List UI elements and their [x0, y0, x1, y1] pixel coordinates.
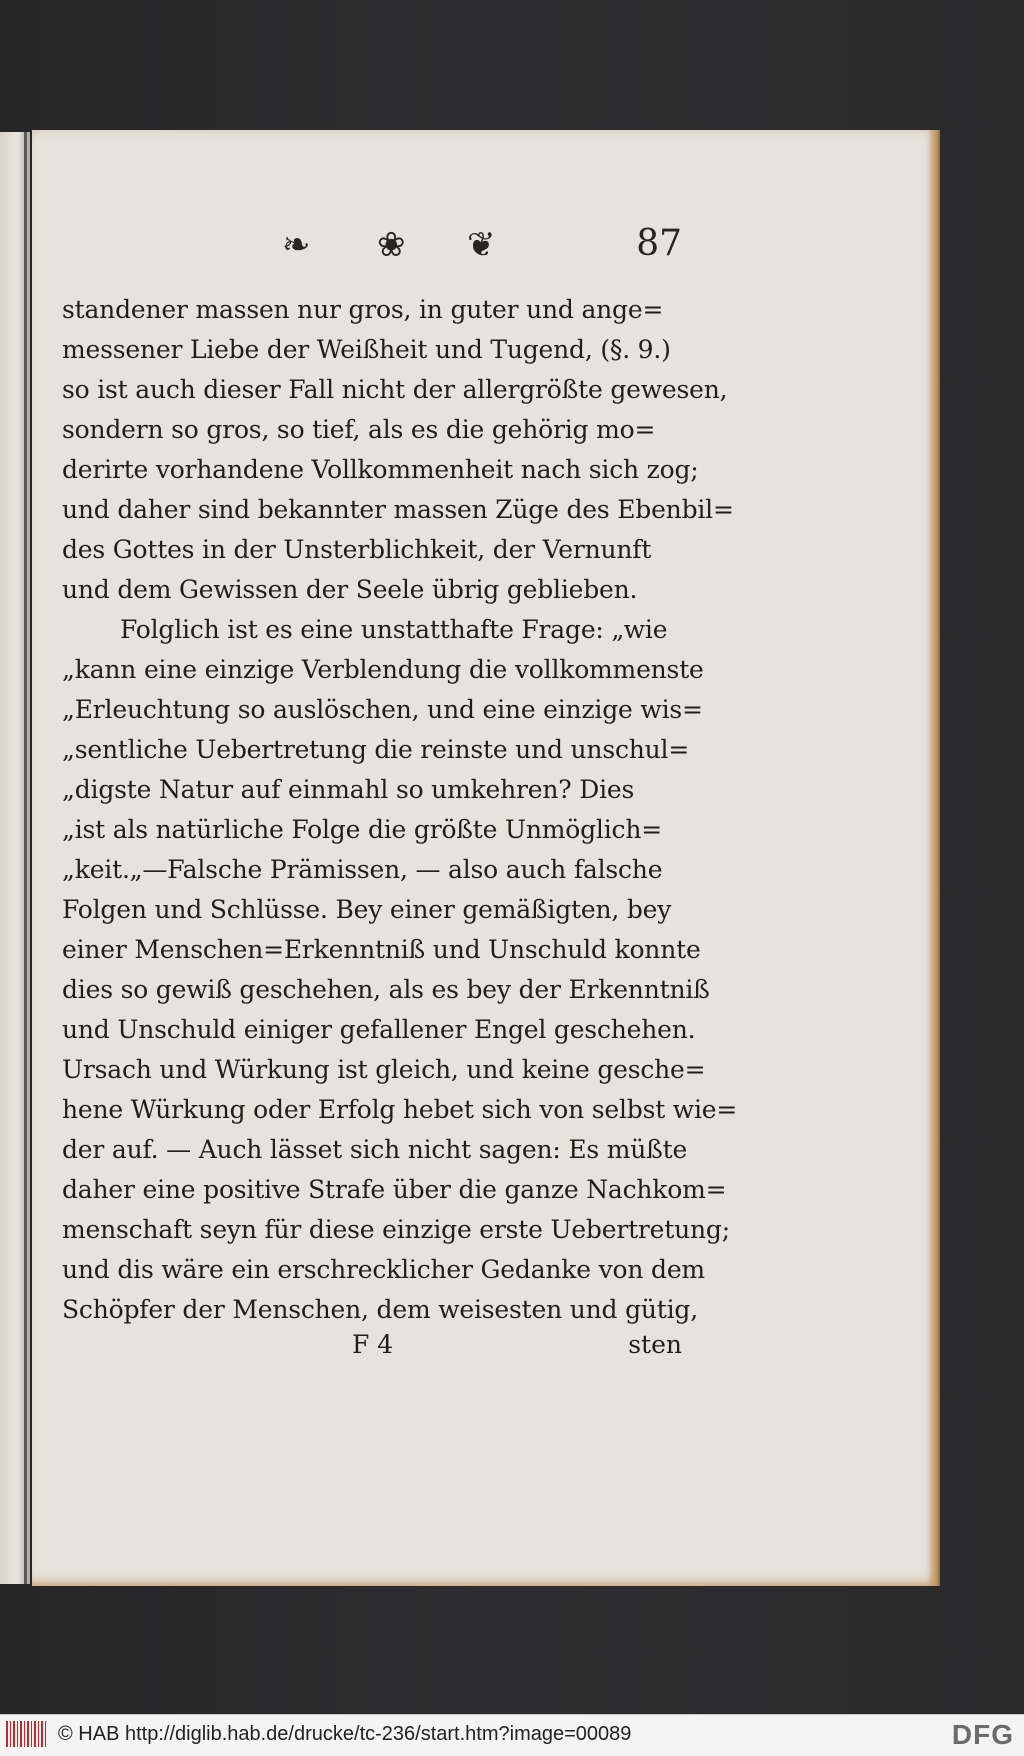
text-line: und daher sind bekannter massen Züge des Ebenbil=: [62, 495, 734, 524]
text-line: „Erleuchtung so auslöschen, und eine einzige wis=: [62, 695, 703, 724]
ornament-left-icon: ❧: [282, 225, 311, 265]
text-line: messener Liebe der Weißheit und Tugend, (§. 9.): [62, 335, 671, 364]
text-line: „ist als natürliche Folge die größte Unmöglich=: [62, 815, 662, 844]
text-line: Schöpfer der Menschen, dem weisesten und gütig,: [62, 1295, 698, 1324]
text-line: so ist auch dieser Fall nicht der allergrößte gewesen,: [62, 375, 728, 404]
text-line: und Unschuld einiger gefallener Engel geschehen.: [62, 1015, 696, 1044]
page-footer: [62, 1330, 682, 1370]
dfg-logo: DFG: [951, 1719, 1014, 1750]
text-line: und dis wäre ein erschrecklicher Gedanke von dem: [62, 1255, 705, 1284]
source-url[interactable]: © HAB http://diglib.hab.de/drucke/tc-236/start.htm?image=00089: [58, 1723, 632, 1745]
page-header: [242, 225, 682, 275]
ornament-center-icon: ❀: [377, 225, 406, 265]
book-page: [32, 130, 940, 1586]
text-line: des Gottes in der Unsterblichkeit, der Vernunft: [62, 535, 652, 564]
text-line: „kann eine einzige Verblendung die vollkommenste: [62, 655, 704, 684]
text-line: daher eine positive Strafe über die ganze Nachkom=: [62, 1175, 727, 1204]
text-line: „keit.„—Falsche Prämissen, — also auch falsche: [62, 855, 663, 884]
text-line: menschaft seyn für diese einzige erste Uebertretung;: [62, 1215, 730, 1244]
source-bar: [0, 1714, 1024, 1756]
previous-page-edge: [0, 132, 30, 1584]
text-line: Folgen und Schlüsse. Bey einer gemäßigten, bey: [62, 895, 672, 924]
ornament-right-icon: ❦: [467, 225, 496, 265]
text-line: sondern so gros, so tief, als es die gehörig mo=: [62, 415, 656, 444]
text-line: der auf. — Auch lässet sich nicht sagen: Es müßte: [62, 1135, 688, 1164]
text-line: Folglich ist es eine unstatthafte Frage: „wie: [120, 615, 668, 644]
signature-mark: F 4: [352, 1330, 394, 1359]
text-line: „sentliche Uebertretung die reinste und unschul=: [62, 735, 690, 764]
text-line: dies so gewiß geschehen, als es bey der Erkenntniß: [62, 975, 710, 1004]
text-line: standener massen nur gros, in guter und ange=: [62, 295, 664, 324]
text-line: einer Menschen=Erkenntniß und Unschuld konnte: [62, 935, 701, 964]
text-line: und dem Gewissen der Seele übrig geblieben.: [62, 575, 638, 604]
catchword: sten: [628, 1330, 682, 1359]
barcode-icon: [6, 1721, 46, 1747]
text-line: „digste Natur auf einmahl so umkehren? Dies: [62, 775, 635, 804]
text-line: derirte vorhandene Vollkommenheit nach sich zog;: [62, 455, 699, 484]
text-line: hene Würkung oder Erfolg hebet sich von selbst wie=: [62, 1095, 738, 1124]
body-text: [62, 290, 738, 1330]
page-number: 87: [636, 223, 682, 264]
text-line: Ursach und Würkung ist gleich, und keine gesche=: [62, 1055, 706, 1084]
